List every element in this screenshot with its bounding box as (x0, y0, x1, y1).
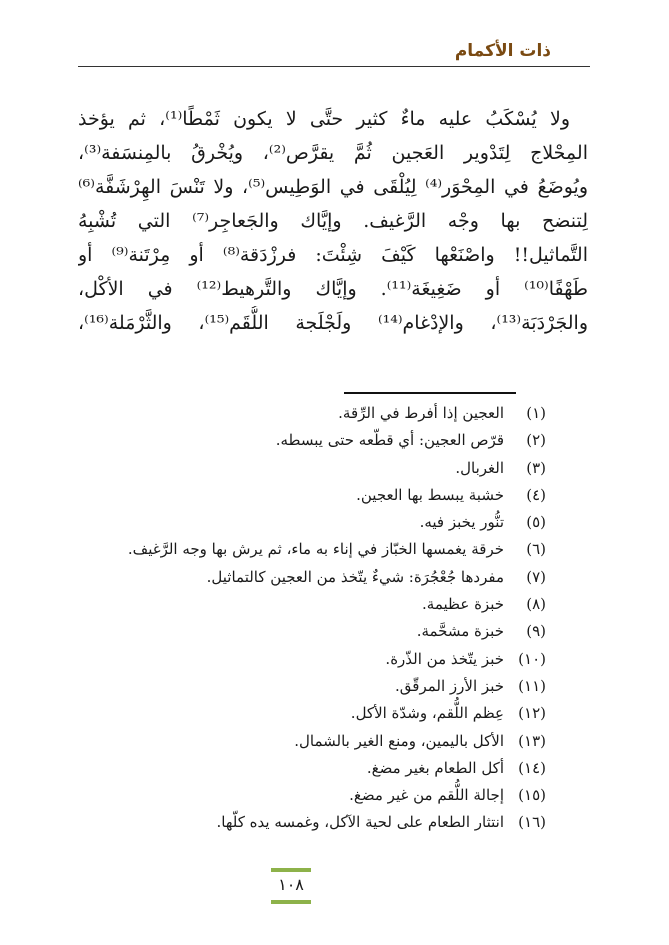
footnote-separator (344, 392, 516, 394)
footnote-text: إجالة اللُّقم من غير مضغ. (349, 786, 504, 805)
footnote-item (86, 591, 546, 618)
footnote-text: مفردها جُعْجُرَة: شيءٌ يتّخذ من العجين كالتماثيل. (206, 567, 504, 586)
footnote-number: (١٣) (518, 731, 546, 750)
body-line: طَهْفًا⁽¹⁰⁾ أو ضَغِيغَة⁽¹¹⁾. وإيَّاك والتَّرهيط⁽¹²⁾ في الأكْل، (78, 278, 588, 300)
footnote-text: خبز الأرز المرقّق. (395, 676, 504, 695)
footnote-number: (٨) (526, 595, 546, 614)
footnote-list (86, 400, 546, 837)
footnote-text: عِظم اللُّقم، وشدّة الأكل. (350, 704, 504, 723)
body-text (78, 102, 588, 340)
footnote-text: الغربال. (455, 458, 504, 477)
footnote-text: خبز يتّخذ من الذّرة. (385, 649, 504, 668)
footnote-number: (١٢) (518, 704, 546, 723)
footnote-number: (٥) (526, 513, 546, 532)
body-line: ولا يُسْكَبُ عليه ماءٌ كثير حتَّى لا يكون ثَمْطًا⁽¹⁾، ثم يؤخذ (78, 108, 570, 130)
footnote-number: (٢) (526, 431, 546, 450)
footnote-item (86, 809, 546, 836)
footnote-text: خشبة يبسط بها العجين. (356, 485, 504, 504)
footnote-number: (٤) (526, 485, 546, 504)
footnote-text: انتثار الطعام على لحية الآكل، وغمسه يده كلّها. (216, 813, 504, 832)
footnote-item (86, 509, 546, 536)
footnote-item (86, 782, 546, 809)
footnote-number: (١١) (518, 676, 546, 695)
footnote-number: (٩) (526, 622, 546, 641)
footnote-item (86, 728, 546, 755)
page-number: ١٠٨ (278, 875, 304, 894)
footnote-item (86, 618, 546, 645)
body-line: التَّماثيل!! واصْنَعْها كَيْفَ شِئْتَ: فرزْدَقة⁽⁸⁾ أو مِرْتَنة⁽⁹⁾ أو (78, 244, 588, 266)
running-header-title: ذات الأكمام (454, 41, 551, 61)
body-line: المِحْلاج لِتَدْوير العَجين ثُمَّ يقرَّص⁽²⁾، ويُخْرقُ بالمِنسَفة⁽³⁾، (78, 142, 588, 164)
header-divider (78, 66, 590, 67)
footnote-number: (١٠) (518, 649, 546, 668)
footnote-number: (٧) (526, 567, 546, 586)
footnote-number: (٦) (526, 540, 546, 559)
page-number-block (271, 868, 311, 904)
footnote-text: تنُّور يخبز فيه. (419, 513, 504, 532)
footnote-text: أكل الطعام بغير مضغ. (366, 758, 504, 777)
footnote-number: (١٦) (518, 813, 546, 832)
footnote-item (86, 755, 546, 782)
footnote-number: (٣) (526, 458, 546, 477)
page-number-bottom-bar (271, 900, 311, 904)
footnote-item (86, 455, 546, 482)
footnote-text: قرّص العجين: أي قطّعه حتى يبسطه. (275, 431, 504, 450)
page-number-top-bar (271, 868, 311, 872)
footnote-item (86, 427, 546, 454)
footnote-item (86, 564, 546, 591)
footnote-text: خبزة مشحَّمة. (416, 622, 504, 641)
footnote-number: (١٥) (518, 786, 546, 805)
footnote-item (86, 646, 546, 673)
footnote-number: (١) (526, 404, 546, 422)
footnote-text: خبزة عظيمة. (422, 595, 504, 614)
footnote-number: (١٤) (518, 758, 546, 777)
footnote-item (86, 400, 546, 427)
footnote-item (86, 536, 546, 563)
footnote-text: الأكل باليمين، ومنع الغير بالشمال. (294, 731, 504, 750)
footnote-text: العجين إذا أفرط في الرِّقة. (338, 404, 504, 422)
footnote-item (86, 673, 546, 700)
footnote-text: خرقة يغمسها الخبّاز في إناء به ماء، ثم يرش بها وجه الرَّغيف. (127, 540, 504, 559)
footnote-item (86, 482, 546, 509)
body-line: ويُوضَعُ في المِحْوَر⁽⁴⁾ لِيُلْقَى في الوَطِيس⁽⁵⁾، ولا تَنْسَ الهِرْشَفَّة⁽⁶⁾ (78, 176, 588, 198)
body-line: لِتنضح بها وجْه الرَّغيف. وإيَّاك والجَعاجِر⁽⁷⁾ التي تُشْبِهُ (78, 210, 588, 232)
body-line: والجَرْدَبَة⁽¹³⁾، والإدْغام⁽¹⁴⁾ ولَجْلَجة اللُّقَم⁽¹⁵⁾، والثَّرْمَلة⁽¹⁶⁾، (78, 312, 588, 334)
footnote-item (86, 700, 546, 727)
